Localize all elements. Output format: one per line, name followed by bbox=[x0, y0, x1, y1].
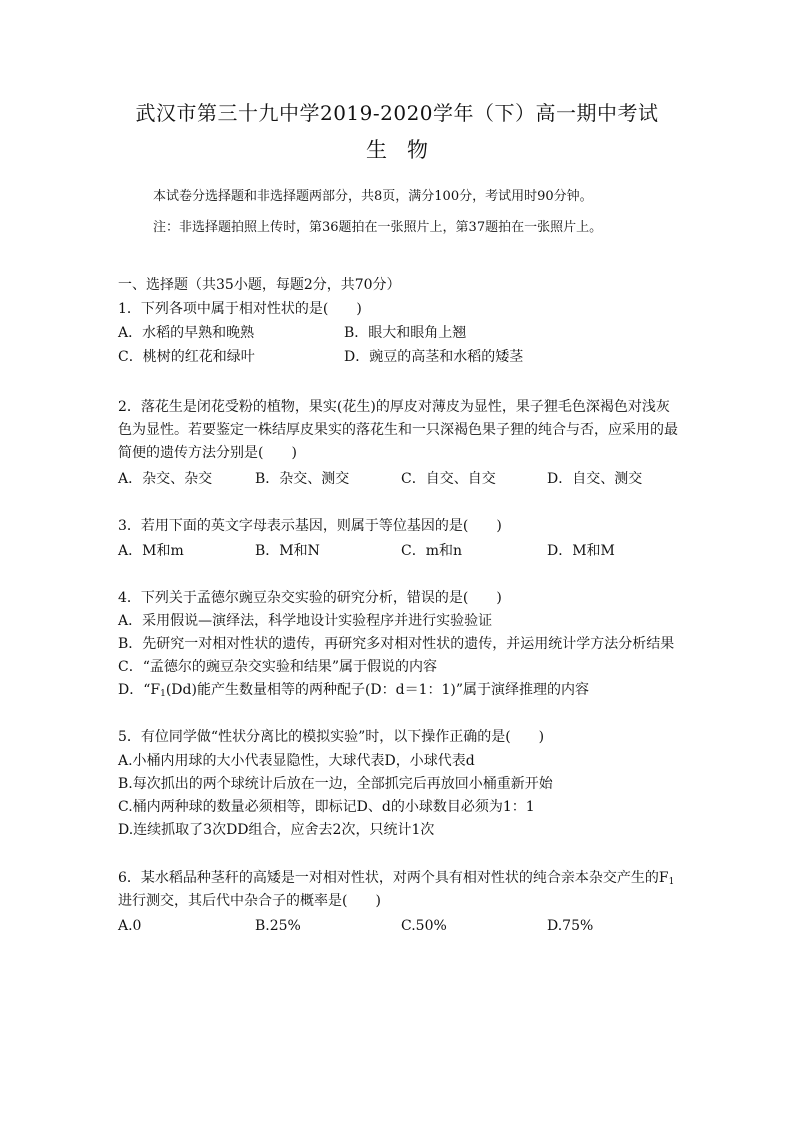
question-2-option-d: D．自交、测交 bbox=[547, 471, 643, 487]
question-3-option-b: B．M和N bbox=[255, 543, 320, 559]
question-4-stem: 4．下列关于孟德尔豌豆杂交实验的研究分析，错误的是( ) bbox=[118, 590, 502, 606]
question-6-stem-text: 6．某水稻品种茎秆的高矮是一对相对性状，对两个具有相对性状的纯合亲本杂交产生的F bbox=[118, 870, 669, 886]
question-2-stem-line-2: 色为显性。若要鉴定一株结厚皮果实的落花生和一只深褐色果子狸的纯合与否，应采用的最 bbox=[118, 422, 678, 438]
question-2-option-a: A．杂交、杂交 bbox=[118, 471, 213, 487]
instructions-line-2: 注：非选择题拍照上传时，第36题拍在一张照片上，第37题拍在一张照片上。 bbox=[153, 220, 603, 235]
question-5-option-c: C.桶内两种球的数量必须相等，即标记D、d的小球数目必须为1：1 bbox=[118, 799, 535, 815]
question-4-option-c: C．“孟德尔的豌豆杂交实验和结果”属于假说的内容 bbox=[118, 659, 438, 675]
section-heading: 一、选择题（共35小题，每题2分，共70分） bbox=[118, 277, 401, 293]
question-5-option-b: B.每次抓出的两个球统计后放在一边，全部抓完后再放回小桶重新开始 bbox=[118, 776, 553, 792]
question-6-option-d: D.75% bbox=[547, 918, 594, 934]
exam-title: 武汉市第三十九中学2019-2020学年（下）高一期中考试 bbox=[135, 101, 659, 125]
question-5-option-d: D.连续抓取了3次DD组合，应舍去2次，只统计1次 bbox=[118, 822, 435, 838]
question-4-option-a: A．采用假说—演绎法，科学地设计实验程序并进行实验验证 bbox=[118, 613, 493, 629]
question-5-option-a: A.小桶内用球的大小代表显隐性，大球代表D，小球代表d bbox=[118, 753, 475, 769]
question-3-option-c: C．m和n bbox=[401, 543, 463, 559]
question-2-option-b: B．杂交、测交 bbox=[255, 471, 350, 487]
question-4-option-d-prefix: D．“F bbox=[118, 682, 161, 698]
question-6-stem-subscript: 1 bbox=[668, 877, 675, 887]
question-3-option-a: A．M和m bbox=[118, 543, 184, 559]
question-1-stem: 1．下列各项中属于相对性状的是( ) bbox=[118, 301, 362, 317]
question-4-option-d bbox=[118, 679, 589, 699]
question-1-option-a: A．水稻的早熟和晚熟 bbox=[118, 325, 255, 341]
question-2-stem-line-3: 简便的遗传方法分别是( ) bbox=[118, 445, 297, 461]
question-3-stem: 3．若用下面的英文字母表示基因，则属于等位基因的是( ) bbox=[118, 518, 502, 534]
question-6-stem-line-2: 进行测交，其后代中杂合子的概率是( ) bbox=[118, 893, 381, 909]
question-1-option-b: B．眼大和眼角上翘 bbox=[344, 325, 467, 341]
question-2-option-c: C．自交、自交 bbox=[401, 471, 496, 487]
question-1-option-c: C．桃树的红花和绿叶 bbox=[118, 349, 255, 365]
question-3-option-d: D．M和M bbox=[547, 543, 615, 559]
question-1-option-d: D．豌豆的高茎和水稻的矮茎 bbox=[344, 349, 524, 365]
instructions-line-1: 本试卷分选择题和非选择题两部分，共8页，满分100分，考试用时90分钟。 bbox=[153, 189, 593, 204]
question-6-option-b: B.25% bbox=[255, 918, 301, 934]
question-4-option-b: B．先研究一对相对性状的遗传，再研究多对相对性状的遗传，并运用统计学方法分析结果 bbox=[118, 636, 675, 652]
question-6-option-a: A.0 bbox=[118, 918, 142, 934]
question-5-stem: 5．有位同学做“性状分离比的模拟实验”时，以下操作正确的是( ) bbox=[118, 729, 545, 745]
question-6-stem-line-1 bbox=[118, 867, 674, 887]
question-2-stem-line-1: 2．落花生是闭花受粉的植物，果实(花生)的厚皮对薄皮为显性，果子狸毛色深褐色对浅灰 bbox=[118, 399, 670, 415]
question-6-option-c: C.50% bbox=[401, 918, 447, 934]
exam-subject: 生物 bbox=[366, 138, 448, 162]
question-4-option-d-subscript: 1 bbox=[160, 689, 166, 699]
question-4-option-d-text: (Dd)能产生数量相等的两种配子(D：d＝1：1)”属于演绎推理的内容 bbox=[165, 682, 590, 698]
